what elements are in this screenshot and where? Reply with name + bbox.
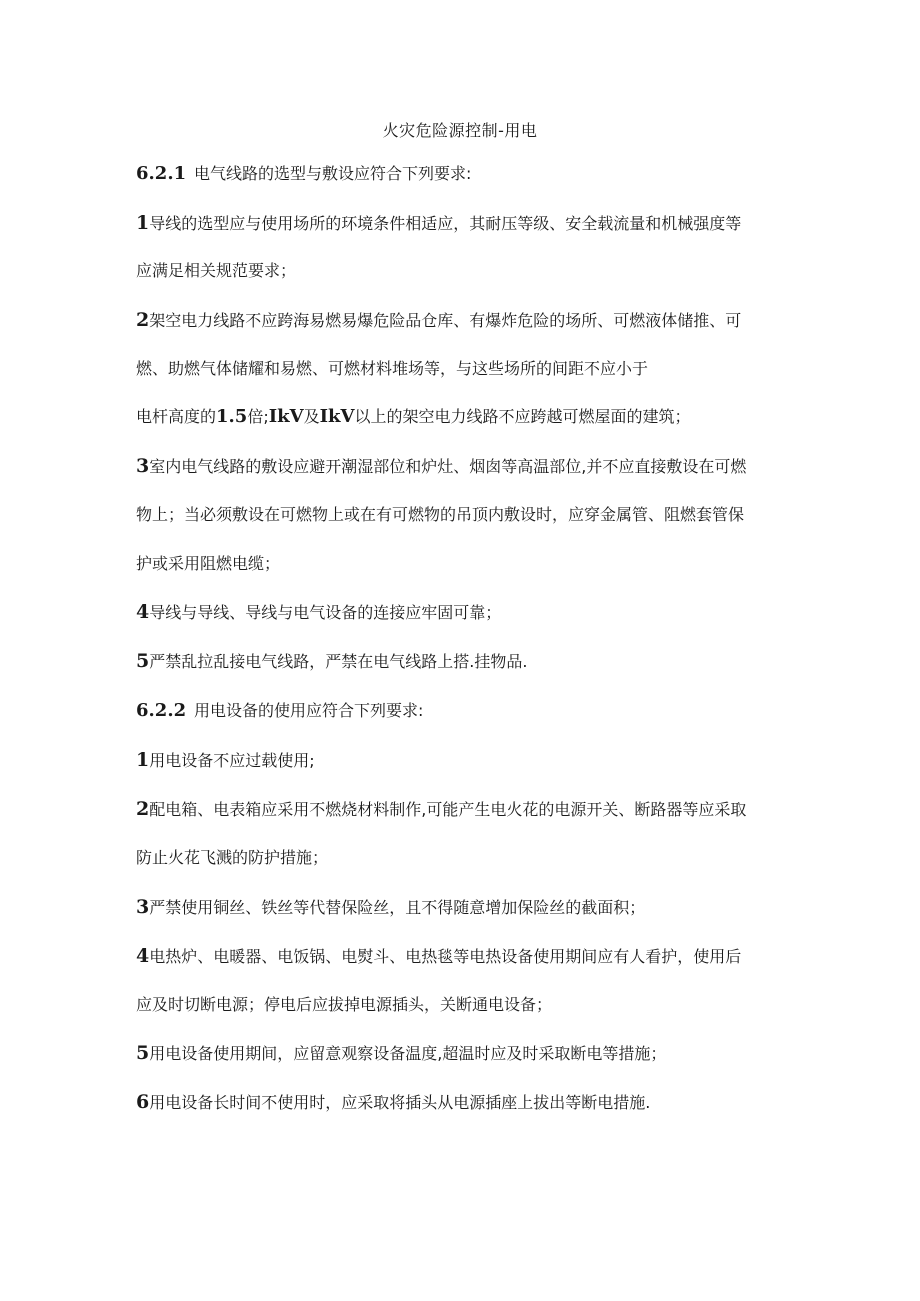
clause-number: 2 [136,798,150,820]
clause-number: 1 [136,749,150,771]
clause-line [136,650,796,673]
clause-line [136,945,796,968]
clause-line [136,309,796,332]
clause-text: 导线与导线、导线与电气设备的连接应牢固可靠； [149,603,502,622]
clause-number: 4 [136,945,150,967]
clause-text: 及 [303,407,320,426]
clause-number: 2 [136,309,150,331]
clause-number: 3 [136,455,150,477]
clause-number: 6 [136,1091,150,1113]
clause-text: 室内电气线路的敷设应避开潮湿部位和炉灶、烟囱等高温部位,并不应直接敷设在可燃 [149,457,747,476]
clause-text: 倍; [247,407,269,426]
clause-line [136,798,796,821]
clause-line: 应满足相关规范要求； [136,261,297,280]
clause-number: 5 [136,1042,150,1064]
section-heading-6-2-2 [136,700,796,722]
clause-value: IkV [319,406,355,427]
clause-line [136,749,796,772]
clause-value: 1.5 [216,406,248,427]
clause-number: 4 [136,601,150,623]
clause-line: 物上；当必须敷设在可燃物上或在有可燃物的吊顶内敷设时，应穿金属管、阻燃套管保 [136,505,745,524]
clause-line [136,1091,796,1114]
clause-text: 用电设备长时间不使用时，应采取将插头从电源插座上拔出等断电措施. [149,1093,651,1112]
section-heading-6-2-1 [136,163,796,185]
clause-text: 用电设备不应过载使用; [149,751,315,770]
clause-line: 护或采用阻燃电缆； [136,554,281,573]
clause-line [136,601,796,624]
clause-text: 用电设备使用期间，应留意观察设备温度,超温时应及时采取断电等措施； [149,1044,667,1063]
clause-text: 严禁使用铜丝、铁丝等代替保险丝，且不得随意增加保险丝的截面积； [149,898,646,917]
clause-text: 配电箱、电表箱应采用不燃烧材料制作,可能产生电火花的电源开关、断路器等应采取 [149,800,747,819]
clause-line [136,455,796,478]
clause-number: 5 [136,650,150,672]
clause-text: 电杆高度的 [136,407,217,426]
clause-number: 3 [136,896,150,918]
clause-line: 燃、助燃气体储耀和易燃、可燃材料堆场等，与这些场所的间距不应小于 [136,359,649,378]
clause-line: 应及时切断电源；停电后应拔掉电源插头，关断通电设备； [136,995,553,1014]
section-number: 6.2.1 [136,163,187,184]
clause-number: 1 [136,212,150,234]
clause-line [136,212,796,235]
section-heading-text: 用电设备的使用应符合下列要求: [194,701,424,720]
clause-line [136,406,796,428]
clause-text: 架空电力线路不应跨海易燃易爆危险品仓库、有爆炸危险的场所、可燃液体储推、可 [149,311,742,330]
section-number: 6.2.2 [136,700,187,721]
clause-line [136,1042,796,1065]
clause-line [136,896,796,919]
clause-text: 导线的选型应与使用场所的环境条件相适应，其耐压等级、安全载流量和机械强度等 [149,214,742,233]
document-title: 火灾危险源控制-用电 [382,121,538,140]
clause-text: 以上的架空电力线路不应跨越可燃屋面的建筑； [354,407,691,426]
clause-value: IkV [268,406,304,427]
section-heading-text: 电气线路的选型与敷设应符合下列要求: [194,164,472,183]
clause-text: 电热炉、电暖器、电饭锅、电熨斗、电热毯等电热设备使用期间应有人看护，使用后 [149,947,742,966]
clause-line: 防止火花飞溅的防护措施； [136,848,329,867]
clause-text: 严禁乱拉乱接电气线路，严禁在电气线路上搭.挂物品. [149,652,528,671]
